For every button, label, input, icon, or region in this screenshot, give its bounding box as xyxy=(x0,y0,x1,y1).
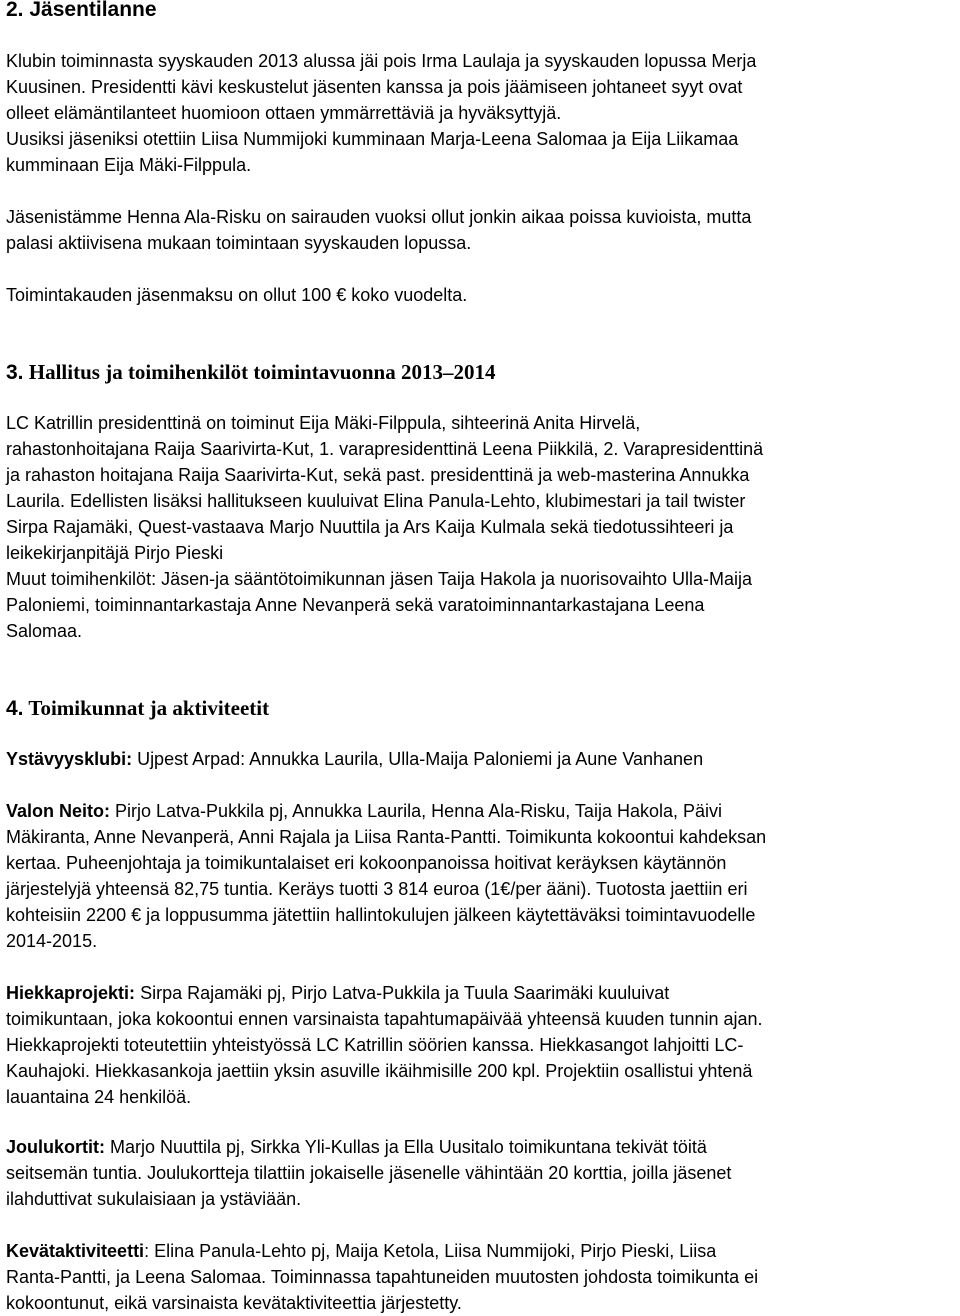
sand-project-text: Sirpa Rajamäki pj, Pirjo Latva-Pukkila ja Tuula Saarimäki kuuluivat toimikuntaan, joka kokoontui ennen varsinaista tapahtumapäivää yhteensä kuuden tunnin ajan. Hiekkaprojekti toteutettiin yhteistyössä LC Katrillin söörien kanssa. Hiekkasangot lahjoitti LC- Kauhajoki. Hiekkasankoja jaettiin yksin asuville ikäihmisille 200 kpl. Projektiin osallistui yhtenä lauantaina 24 henkilöä. xyxy=(6,983,763,1107)
section-4-heading xyxy=(6,695,269,722)
spring-activity-label: Kevätaktiviteetti xyxy=(6,1241,145,1261)
spring-activity-paragraph xyxy=(6,1238,758,1316)
membership-paragraph: Klubin toiminnasta syyskauden 2013 alussa jäi pois Irma Laulaja ja syyskauden lopussa Merja Kuusinen. Presidentti kävi keskustelut jäsenten kanssa ja pois jäämiseen johtaneet syyt ovat olleet elämäntilanteet huomioon ottaen ymmärrettäviä ja hyväksyttyjä. Uusiksi jäseniksi otettiin Liisa Nummijoki kumminaan Marja-Leena Salomaa ja Eija Liikamaa kumminaan Eija Mäki-Filppula. xyxy=(6,51,757,175)
section-3-heading xyxy=(6,359,495,386)
section-3-number: 3. xyxy=(6,361,24,384)
valon-neito-label: Valon Neito: xyxy=(6,801,111,821)
section-4-title: Toimikunnat ja aktiviteetit xyxy=(28,696,270,720)
section-3-title: Hallitus ja toimihenkilöt toimintavuonna 2013–2014 xyxy=(28,360,496,384)
membership-fee-paragraph: Toimintakauden jäsenmaksu on ollut 100 € koko vuodelta. xyxy=(6,285,468,305)
valon-neito-text: Pirjo Latva-Pukkila pj, Annukka Laurila, Henna Ala-Risku, Taija Hakola, Päivi Mäkiranta, Anne Nevanperä, Anni Rajala ja Liisa Ranta-Pantti. Toimikunta kokoontui kahdeksan kertaa. Puheenjohtaja ja toimikuntalaiset eri kokoonpanoissa hoitivat keräyksen käytännön järjestelyjä yhteensä 82,75 tuntia. Keräys tuotti 3 814 euroa (1€/per ääni). Tuotosta jaettiin eri kohteisiin 2200 € ja loppusumma jätettiin hallintokulujen jälkeen käytettäväksi toimintavuodelle 2014-2015. xyxy=(6,801,767,951)
valon-neito-paragraph xyxy=(6,798,766,954)
sand-project-label: Hiekkaprojekti: xyxy=(6,983,136,1003)
friendship-club-label: Ystävyysklubi: xyxy=(6,749,133,769)
section-4-number: 4. xyxy=(6,697,24,720)
christmas-cards-label: Joulukortit: xyxy=(6,1137,105,1157)
spring-activity-text: : Elina Panula-Lehto pj, Maija Ketola, Liisa Nummijoki, Pirjo Pieski, Liisa Ranta-Pantti, ja Leena Salomaa. Toiminnassa tapahtuneiden muutosten johdosta toimikunta ei kokoontunut, eikä varsinaista kevätaktiviteettia järjestetty. xyxy=(6,1241,759,1313)
christmas-cards-paragraph xyxy=(6,1134,731,1212)
absence-paragraph: Jäsenistämme Henna Ala-Risku on sairauden vuoksi ollut jonkin aikaa poissa kuvioista, mutta palasi aktiivisena mukaan toimintaan syyskauden lopussa. xyxy=(6,207,752,253)
section-2-heading: 2. Jäsentilanne xyxy=(6,0,157,21)
friendship-club-paragraph xyxy=(6,746,703,772)
friendship-club-text: Ujpest Arpad: Annukka Laurila, Ulla-Maija Paloniemi ja Aune Vanhanen xyxy=(132,749,704,769)
christmas-cards-text: Marjo Nuuttila pj, Sirkka Yli-Kullas ja Ella Uusitalo toimikuntana tekivät töitä seitsemän tuntia. Joulukortteja tilattiin jokaiselle jäsenelle vähintään 20 korttia, joilla jäsenet ilahduttivat sukulaisiaan ja ystäviään. xyxy=(6,1137,732,1209)
sand-project-paragraph xyxy=(6,980,763,1110)
board-paragraph: LC Katrillin presidenttinä on toiminut Eija Mäki-Filppula, sihteerinä Anita Hirvelä, rahastonhoitajana Raija Saarivirta-Kut, 1. varapresidenttinä Leena Piikkilä, 2. Varapresidenttinä ja rahaston hoitajana Raija Saarivirta-Kut, sekä past. presidenttinä ja web-masterina Annukka Laurila. Edellisten lisäksi hallitukseen kuuluivat Elina Panula-Lehto, klubimestari ja tail twister Sirpa Rajamäki, Quest-vastaava Marjo Nuuttila ja Ars Kaija Kulmala sekä tiedotussihteeri ja leikekirjanpitäjä Pirjo Pieski Muut toimihenkilöt: Jäsen-ja sääntötoimikunnan jäsen Taija Hakola ja nuorisovaihto Ulla-Maija Paloniemi, toiminnantarkastaja Anne Nevanperä sekä varatoiminnantarkastajana Leena Salomaa. xyxy=(6,413,764,641)
